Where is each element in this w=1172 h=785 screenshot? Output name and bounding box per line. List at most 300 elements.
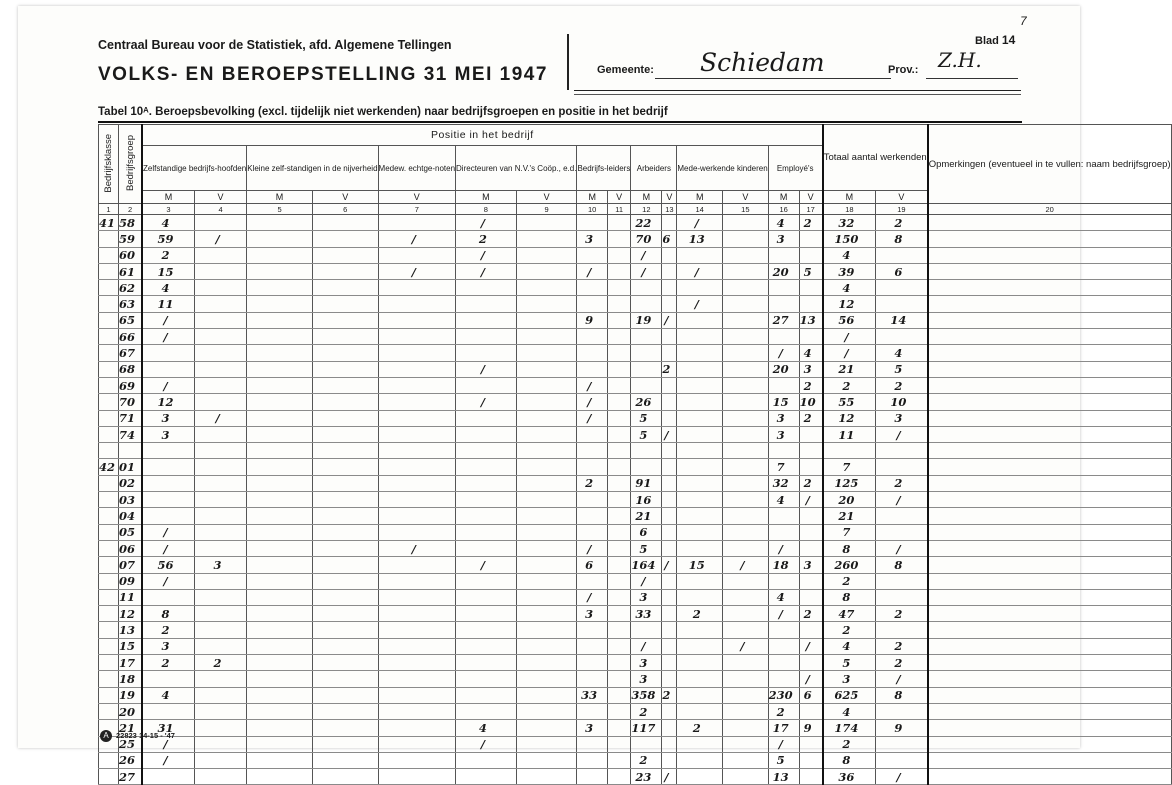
data-cell [142,345,194,361]
data-cell [312,410,378,426]
data-cell: 12 [142,394,194,410]
data-cell [456,671,517,687]
bedrijfsklasse-cell [99,377,119,393]
data-cell: 2 [631,752,662,768]
opmerkingen-cell [928,622,1171,638]
data-cell [577,426,608,442]
data-cell [456,345,517,361]
data-cell [723,215,769,231]
data-cell [312,622,378,638]
data-cell: 8 [823,752,876,768]
bedrijfsgroep-cell: 13 [119,622,143,638]
data-cell [577,215,608,231]
data-cell [312,296,378,312]
bedrijfsklasse-label: Bedrijfsklasse [103,133,114,193]
data-cell: 27 [768,312,799,328]
table-row [99,508,1172,524]
table-row [99,410,1172,426]
blad-label [975,33,1015,47]
data-cell [312,312,378,328]
bedrijfsgroep-cell: 09 [119,573,143,589]
data-cell [312,655,378,671]
data-cell [723,475,769,491]
bedrijfsklasse-cell [99,426,119,442]
data-cell [607,720,630,736]
data-cell [662,475,677,491]
data-cell [677,410,723,426]
data-cell: 4 [142,687,194,703]
data-cell [378,296,456,312]
data-cell [768,247,799,263]
data-cell [662,459,677,475]
mv-header-cell: M [142,191,194,204]
group-header-directeuren: Directeuren van N.V.'s Coöp., e.d. [456,146,577,191]
data-cell [456,443,517,459]
data-cell: / [677,296,723,312]
bedrijfsgroep-cell: 25 [119,736,143,752]
data-cell: 2 [456,231,517,247]
data-cell: 11 [142,296,194,312]
data-cell [194,720,246,736]
data-cell [378,312,456,328]
data-cell [312,280,378,296]
column-number-cell: 7 [378,204,456,215]
data-cell: 33 [631,606,662,622]
bedrijfsklasse-cell [99,752,119,768]
column-number-row [99,204,1172,215]
data-cell: 7 [823,524,876,540]
data-cell [662,606,677,622]
opmerkingen-header: Opmerkingen (eventueel in te vullen: naam bedrijfsgroep) [928,125,1171,204]
data-cell: 3 [799,557,823,573]
data-cell: 13 [799,312,823,328]
bedrijfsgroep-cell: 19 [119,687,143,703]
data-cell [768,524,799,540]
data-cell [662,671,677,687]
data-cell [662,508,677,524]
data-cell [607,263,630,279]
data-cell: 3 [194,557,246,573]
data-cell [516,215,577,231]
totaal-header: Totaal aantal werkenden [823,125,928,191]
data-cell [194,622,246,638]
data-cell [142,508,194,524]
data-cell [194,247,246,263]
opmerkingen-cell [928,459,1171,475]
data-cell [662,752,677,768]
data-cell [194,394,246,410]
data-cell: 5 [823,655,876,671]
data-cell [312,377,378,393]
bedrijfsgroep-cell: 20 [119,703,143,719]
data-cell [247,524,313,540]
mv-header-cell: V [312,191,378,204]
data-cell: 10 [799,394,823,410]
data-cell: 19 [631,312,662,328]
bedrijfsgroep-cell: 61 [119,263,143,279]
data-cell: 3 [768,426,799,442]
data-cell [378,247,456,263]
data-cell [662,247,677,263]
opmerkingen-cell [928,475,1171,491]
data-cell [799,231,823,247]
data-cell: 13 [677,231,723,247]
data-cell [577,508,608,524]
data-cell: 230 [768,687,799,703]
prov-value: Z.H. [938,48,982,72]
data-cell: 56 [142,557,194,573]
data-cell [607,247,630,263]
bedrijfsklasse-cell [99,703,119,719]
data-cell [516,638,577,654]
data-cell: 9 [876,720,928,736]
data-cell [577,671,608,687]
opmerkingen-cell [928,606,1171,622]
data-cell: 2 [577,475,608,491]
data-cell [516,296,577,312]
data-cell [456,475,517,491]
column-number-cell: 1 [99,204,119,215]
data-cell: 358 [631,687,662,703]
data-cell: 70 [631,231,662,247]
data-cell [607,426,630,442]
data-cell [677,329,723,345]
data-cell: 3 [577,231,608,247]
data-cell [677,573,723,589]
data-cell [456,426,517,442]
data-cell [607,215,630,231]
data-cell: / [456,361,517,377]
data-cell [456,296,517,312]
data-cell: 117 [631,720,662,736]
data-cell [194,752,246,768]
data-cell: 26 [631,394,662,410]
column-number-cell: 20 [928,204,1171,215]
data-cell [768,508,799,524]
data-cell: / [142,312,194,328]
group-header-medewerkende-kinderen: Mede-werkende kinderen [677,146,768,191]
data-cell [312,443,378,459]
data-cell [456,410,517,426]
data-cell [799,655,823,671]
table-row [99,312,1172,328]
data-cell [723,410,769,426]
opmerkingen-cell [928,752,1171,768]
data-cell [516,736,577,752]
data-cell: 2 [799,606,823,622]
mv-header-cell: M [577,191,608,204]
data-cell [516,492,577,508]
data-cell: 5 [631,410,662,426]
data-cell: 6 [631,524,662,540]
data-cell [677,426,723,442]
blad-number: 14 [1001,33,1016,47]
data-cell: 2 [662,687,677,703]
data-cell [577,524,608,540]
data-cell [677,638,723,654]
data-cell [247,573,313,589]
data-cell: 21 [823,508,876,524]
data-cell [516,540,577,556]
data-cell [677,655,723,671]
data-cell [577,361,608,377]
data-cell [378,752,456,768]
column-number-cell: 9 [516,204,577,215]
bedrijfsklasse-cell [99,671,119,687]
data-cell [516,589,577,605]
data-cell: 12 [823,410,876,426]
data-cell [876,280,928,296]
gemeente-line [655,78,891,79]
gemeente-value: Schiedam [700,48,825,77]
opmerkingen-cell [928,769,1171,785]
data-cell: / [823,345,876,361]
bedrijfsgroep-cell: 74 [119,426,143,442]
data-cell: / [577,540,608,556]
data-cell: 91 [631,475,662,491]
data-cell: 260 [823,557,876,573]
bedrijfsklasse-cell [99,263,119,279]
data-cell [631,459,662,475]
data-cell [607,573,630,589]
bedrijfsklasse-cell [99,492,119,508]
data-cell [768,329,799,345]
data-cell: / [456,557,517,573]
data-cell: / [823,329,876,345]
data-cell: 8 [876,687,928,703]
data-cell: / [577,410,608,426]
column-number-cell: 17 [799,204,823,215]
table-row [99,394,1172,410]
data-cell: 2 [876,655,928,671]
data-cell [876,752,928,768]
data-cell [607,589,630,605]
table-row [99,215,1172,231]
bedrijfsgroep-cell: 01 [119,459,143,475]
data-cell [142,361,194,377]
data-cell [631,736,662,752]
data-cell: 9 [577,312,608,328]
data-cell [677,492,723,508]
data-cell [378,557,456,573]
bedrijfsklasse-cell [99,312,119,328]
data-cell [312,573,378,589]
data-cell [247,215,313,231]
data-cell [677,361,723,377]
column-number-cell: 10 [577,204,608,215]
data-cell [631,377,662,393]
mv-header-cell: V [723,191,769,204]
bedrijfsklasse-cell [99,361,119,377]
data-cell [607,540,630,556]
data-cell: 8 [876,231,928,247]
table-caption: Tabel 10ᴬ. Beroepsbevolking (excl. tijdelijk niet werkenden) naar bedrijfsgroepen en positie in het bedrijf [98,106,668,118]
data-cell [247,671,313,687]
data-cell [378,769,456,785]
data-cell [607,606,630,622]
data-cell: / [577,589,608,605]
data-cell [662,329,677,345]
bedrijfsklasse-cell [99,557,119,573]
data-cell [799,329,823,345]
group-header-bedrijfsleiders: Bedrijfs-leiders [577,146,631,191]
data-cell: / [723,557,769,573]
data-cell [607,752,630,768]
data-cell: 2 [876,215,928,231]
column-number-cell: 15 [723,204,769,215]
data-cell [799,540,823,556]
data-cell [194,426,246,442]
group-header-zelfstandige: Zelfstandige bedrijfs-hoofden [142,146,247,191]
census-table [98,124,1172,785]
data-cell [456,524,517,540]
data-cell: 2 [662,361,677,377]
bedrijfsklasse-cell [99,573,119,589]
data-cell: 12 [823,296,876,312]
data-cell [247,638,313,654]
data-cell [723,687,769,703]
data-cell [799,622,823,638]
table-row [99,247,1172,263]
column-number-cell: 12 [631,204,662,215]
prov-line [926,78,1018,79]
data-cell [247,589,313,605]
data-cell [677,312,723,328]
data-cell [799,508,823,524]
bedrijfsklasse-cell [99,508,119,524]
mv-header-cell: V [607,191,630,204]
data-cell [723,606,769,622]
data-cell [378,215,456,231]
data-cell [723,329,769,345]
group-header-employes: Employé's [768,146,823,191]
bedrijfsklasse-cell [99,443,119,459]
data-cell: / [456,247,517,263]
mv-header-cell: V [194,191,246,204]
data-cell [631,361,662,377]
data-cell [142,443,194,459]
bedrijfsklasse-cell [99,247,119,263]
data-cell [577,345,608,361]
data-cell [456,312,517,328]
data-cell: / [677,263,723,279]
data-cell [723,736,769,752]
data-cell [516,426,577,442]
data-cell [378,573,456,589]
data-cell: 31 [142,720,194,736]
data-cell [247,377,313,393]
data-cell: / [631,638,662,654]
opmerkingen-cell [928,508,1171,524]
data-cell: 55 [823,394,876,410]
data-cell [799,296,823,312]
data-cell: 2 [631,703,662,719]
data-cell [607,736,630,752]
bedrijfsklasse-cell [99,296,119,312]
data-cell [456,638,517,654]
data-cell [799,769,823,785]
bedrijfsgroep-cell: 27 [119,769,143,785]
table-row [99,736,1172,752]
table-row [99,638,1172,654]
blad-text: Blad [975,35,999,47]
data-cell: 14 [876,312,928,328]
data-cell [194,524,246,540]
data-cell: / [194,231,246,247]
data-cell: 5 [768,752,799,768]
data-cell: / [876,769,928,785]
data-cell [247,394,313,410]
data-cell [378,508,456,524]
data-cell: 6 [876,263,928,279]
data-cell [723,361,769,377]
data-cell: 10 [876,394,928,410]
data-cell: 2 [677,720,723,736]
data-cell [662,573,677,589]
data-cell: 3 [768,231,799,247]
data-cell: 2 [142,247,194,263]
printer-logo-icon: A [100,730,112,742]
data-cell [516,671,577,687]
opmerkingen-cell [928,377,1171,393]
data-cell [194,377,246,393]
prov-label: Prov.: [888,64,919,76]
data-cell: 3 [768,410,799,426]
data-cell [662,589,677,605]
bedrijfsgroep-cell: 17 [119,655,143,671]
data-cell: 9 [799,720,823,736]
data-cell [456,377,517,393]
data-cell: 4 [823,280,876,296]
form-code: 22823 14-15 - '47 [116,731,175,740]
data-cell [577,296,608,312]
column-number-cell: 13 [662,204,677,215]
data-cell [247,540,313,556]
data-cell [876,247,928,263]
bedrijfsgroep-cell: 69 [119,377,143,393]
bedrijfsklasse-cell [99,280,119,296]
bedrijfsklasse-header [99,125,119,204]
table-row [99,557,1172,573]
data-cell: 2 [823,622,876,638]
opmerkingen-cell [928,655,1171,671]
table-row [99,377,1172,393]
data-cell [799,752,823,768]
data-cell [799,703,823,719]
data-cell: 21 [823,361,876,377]
data-cell [607,475,630,491]
mv-header-cell: M [247,191,313,204]
data-cell [607,231,630,247]
blad-annotation: 7 [1020,14,1027,28]
data-cell: / [577,394,608,410]
data-cell [631,443,662,459]
data-cell [312,329,378,345]
data-cell [677,247,723,263]
data-cell [516,312,577,328]
data-cell [723,426,769,442]
data-cell [194,215,246,231]
data-cell: 17 [768,720,799,736]
data-cell [799,247,823,263]
data-cell [312,638,378,654]
data-cell [876,443,928,459]
data-cell: 4 [142,280,194,296]
data-cell: / [456,394,517,410]
data-cell: 3 [631,655,662,671]
data-cell [312,231,378,247]
data-cell [456,655,517,671]
